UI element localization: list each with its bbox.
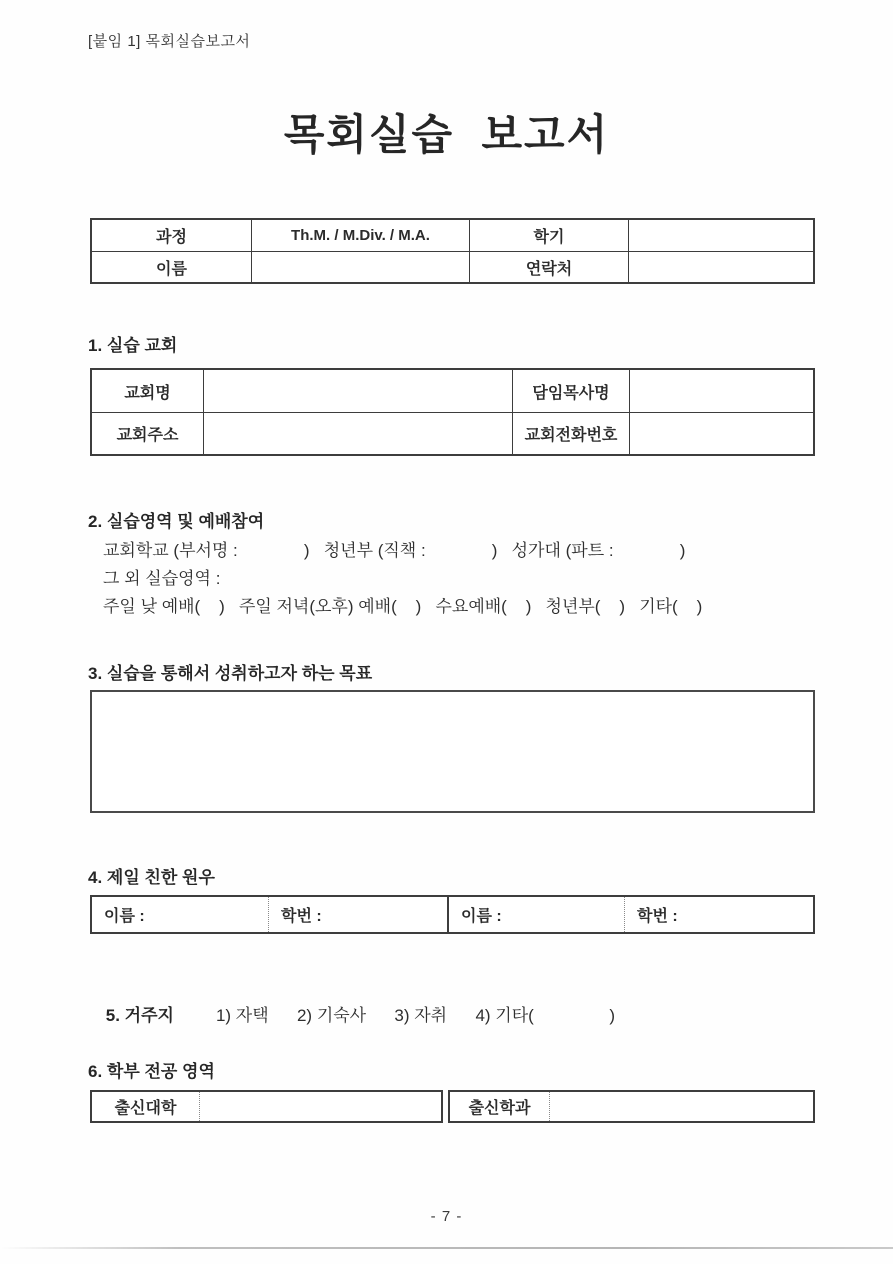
section2-line3: 주일 낮 예배( ) 주일 저녁(오후) 예배( ) 수요예배( ) 청년부( ) 기타( ) xyxy=(103,597,703,616)
table-row xyxy=(92,370,813,412)
table-row xyxy=(92,220,813,251)
church-phone-value-cell xyxy=(630,413,813,454)
senior-pastor-label: 담임목사명 xyxy=(513,370,630,412)
document-title: 목회실습 보고서 xyxy=(283,111,610,158)
section5-heading: 5. 거주지 xyxy=(105,1006,174,1025)
name-label: 이름 xyxy=(92,252,252,282)
section3-heading: 3. 실습을 통해서 성취하고자 하는 목표 xyxy=(88,664,373,683)
page-number: - 7 - xyxy=(430,1208,463,1225)
info-table xyxy=(90,218,815,284)
section2-line2: 그 외 실습영역 : xyxy=(103,569,221,588)
church-address-value-cell xyxy=(204,413,513,454)
contact-value-cell xyxy=(629,252,813,282)
section2-line1: 교회학교 (부서명 : ) 청년부 (직책 : ) 성가대 (파트 : ) xyxy=(103,541,686,560)
university-label: 출신대학 xyxy=(92,1092,200,1121)
section4-heading: 4. 제일 친한 원우 xyxy=(88,868,215,887)
page-edge-shadow xyxy=(0,1247,893,1249)
church-table xyxy=(90,368,815,456)
section6-heading: 6. 학부 전공 영역 xyxy=(88,1062,215,1081)
section5-line xyxy=(88,983,615,1044)
senior-pastor-value-cell xyxy=(630,370,813,412)
major-value-cell xyxy=(550,1092,813,1121)
table-row xyxy=(92,897,813,932)
section5-options: 1) 자택 2) 기숙사 3) 자취 4) 기타( ) xyxy=(215,1006,616,1025)
friend1-id-label: 학번 : xyxy=(269,897,449,932)
contact-label: 연락처 xyxy=(470,252,629,282)
church-name-label: 교회명 xyxy=(92,370,204,412)
undergrad-university-box xyxy=(90,1090,443,1123)
major-label: 출신학과 xyxy=(450,1092,550,1121)
church-phone-label: 교회전화번호 xyxy=(513,413,630,454)
course-options: Th.M. / M.Div. / M.A. xyxy=(252,220,470,251)
name-value-cell xyxy=(252,252,470,282)
friend1-name-label: 이름 : xyxy=(92,897,269,932)
friend2-id-label: 학번 : xyxy=(637,908,678,925)
course-label: 과정 xyxy=(92,220,252,251)
section2-heading: 2. 실습영역 및 예배참여 xyxy=(88,512,265,531)
attachment-note: [붙임 1] 목회실습보고서 xyxy=(88,33,251,50)
goal-text-box xyxy=(90,690,815,813)
table-row xyxy=(92,251,813,282)
undergrad-table xyxy=(90,1090,815,1123)
university-value-cell xyxy=(200,1092,441,1121)
closest-friends-table xyxy=(90,895,815,934)
section1-heading: 1. 실습 교회 xyxy=(88,336,178,355)
church-address-label: 교회주소 xyxy=(92,413,204,454)
undergrad-major-box xyxy=(448,1090,815,1123)
table-row xyxy=(92,412,813,454)
semester-value-cell xyxy=(629,220,813,251)
church-name-value-cell xyxy=(204,370,513,412)
friend2-name-label: 이름 : xyxy=(449,897,625,932)
semester-label: 학기 xyxy=(470,220,629,251)
